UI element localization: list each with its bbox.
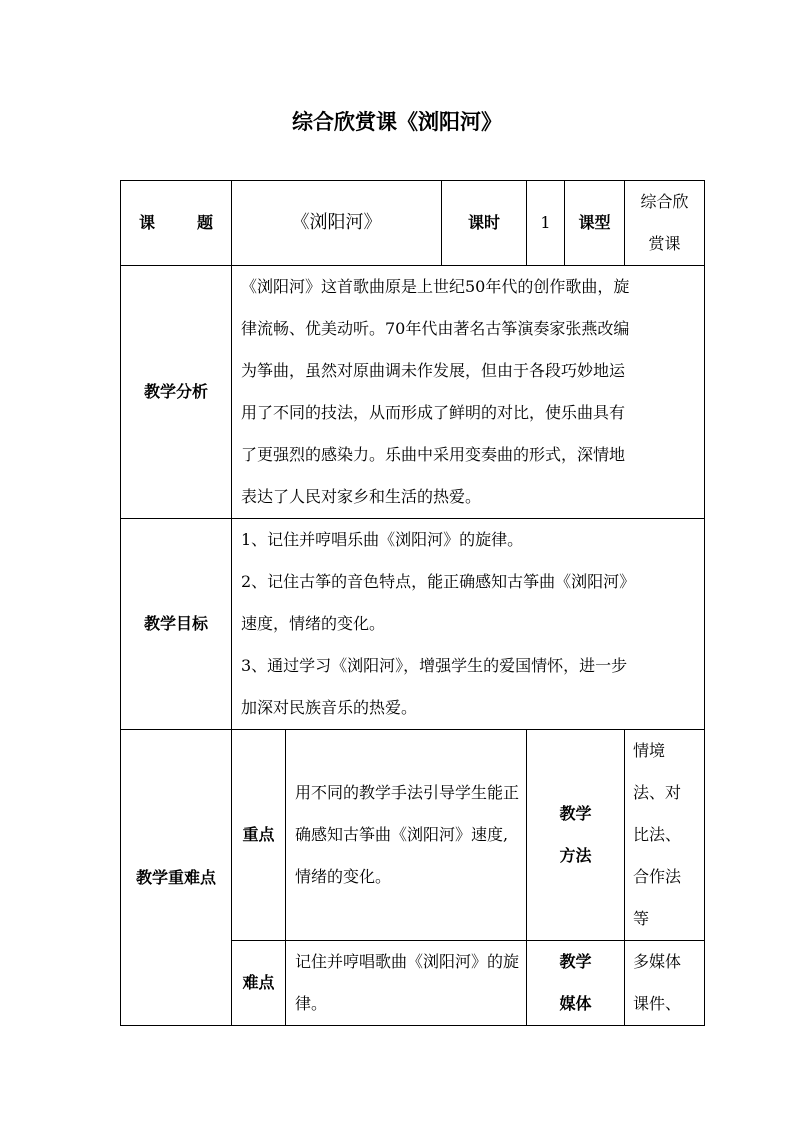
difficult-label: 难点 — [232, 941, 286, 1026]
method-label-line: 教学 — [559, 804, 592, 823]
key-line: 确感知古筝曲《浏阳河》速度, — [295, 825, 509, 844]
media-value-line: 课件、 — [633, 994, 682, 1013]
analysis-line: 用了不同的技法，从而形成了鲜明的对比，使乐曲具有 — [241, 403, 626, 422]
analysis-label: 教学分析 — [121, 266, 232, 519]
objective-line: 速度，情绪的变化。 — [241, 614, 386, 633]
method-value-line: 等 — [633, 909, 650, 928]
method-value-line: 合作法 — [633, 867, 682, 886]
objective-line: 2、记住古筝的音色特点，能正确感知古筝曲《浏阳河》 — [241, 572, 636, 591]
topic-label-left: 课 — [139, 213, 156, 232]
method-label-line: 方法 — [559, 846, 592, 865]
method-value-line: 比法、 — [633, 825, 682, 844]
difficult-line: 记住并哼唱歌曲《浏阳河》的旋 — [295, 952, 520, 971]
type-value-line: 综合欣 — [640, 192, 689, 211]
method-value — [625, 730, 705, 941]
type-value-line: 赏课 — [648, 234, 681, 253]
analysis-line: 律流畅、优美动听。70年代由著名古筝演奏家张燕改编 — [241, 319, 630, 338]
media-label — [527, 941, 625, 1026]
topic-value: 《浏阳河》 — [232, 181, 442, 266]
key-text — [286, 730, 527, 941]
type-value — [625, 181, 705, 266]
page-title: 综合欣赏课《浏阳河》 — [292, 109, 502, 134]
analysis-text — [232, 266, 705, 519]
objective-line: 1、记住并哼唱乐曲《浏阳河》的旋律。 — [241, 530, 524, 549]
hours-label: 课时 — [442, 181, 527, 266]
objectives-label: 教学目标 — [121, 519, 232, 730]
media-value-line: 多媒体 — [633, 952, 682, 971]
objectives-text — [232, 519, 705, 730]
media-label-line: 教学 — [559, 952, 592, 971]
analysis-row — [121, 266, 705, 519]
difficult-text — [286, 941, 527, 1026]
media-label-line: 媒体 — [559, 994, 592, 1013]
analysis-line: 《浏阳河》这首歌曲原是上世纪50年代的创作歌曲，旋 — [241, 277, 630, 296]
method-value-line: 法、对 — [633, 783, 682, 802]
lesson-plan-table — [120, 180, 705, 1026]
key-point-row — [121, 730, 705, 941]
key-line: 情绪的变化。 — [295, 867, 392, 886]
media-value — [625, 941, 705, 1026]
type-label: 课型 — [565, 181, 625, 266]
difficult-line: 律。 — [295, 994, 328, 1013]
analysis-line: 表达了人民对家乡和生活的热爱。 — [241, 487, 482, 506]
objective-line: 3、通过学习《浏阳河》，增强学生的爱国情怀，进一步 — [241, 656, 628, 675]
key-label: 重点 — [232, 730, 286, 941]
method-label — [527, 730, 625, 941]
key-line: 用不同的教学手法引导学生能正 — [295, 783, 520, 802]
header-row — [121, 181, 705, 266]
topic-label-right: 题 — [196, 213, 213, 232]
topic-label-cell — [121, 181, 232, 266]
method-value-line: 情境 — [633, 741, 666, 760]
analysis-line: 了更强烈的感染力。乐曲中采用变奏曲的形式，深情地 — [241, 445, 626, 464]
objective-line: 加深对民族音乐的热爱。 — [241, 698, 418, 717]
key-difficult-label: 教学重难点 — [121, 730, 232, 1026]
analysis-line: 为筝曲，虽然对原曲调未作发展，但由于各段巧妙地运 — [241, 361, 626, 380]
objectives-row — [121, 519, 705, 730]
hours-value: 1 — [527, 181, 565, 266]
